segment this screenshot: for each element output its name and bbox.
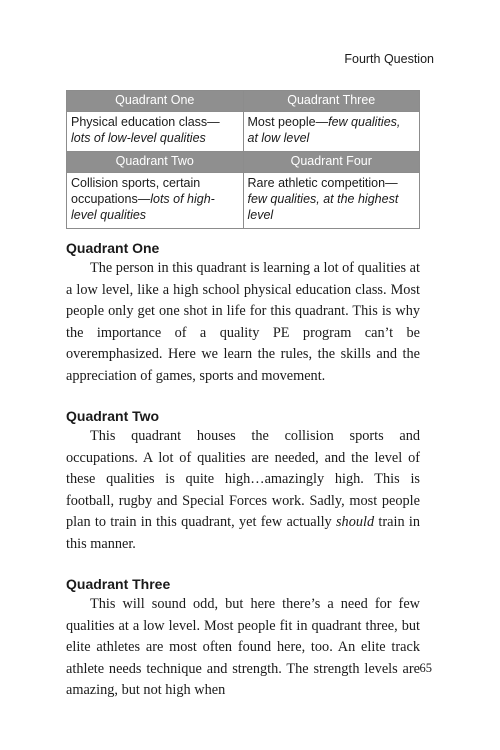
cell-italic-text: few qualities, at low level [247, 115, 401, 145]
cell-italic-text: few qualities, at the highest level [247, 192, 399, 222]
header-quadrant-two: Quadrant Two [67, 152, 244, 173]
paragraph-text: The person in this quadrant is learning a lot of qualities at a low level, like a high school physical education class. Most people only get one shot in life for this quadrant. This is why the importance of a quality PE program can’t be overemphasized. Here we learn the rules, the skills and the appreciation of games, sports and movement. [66, 260, 420, 384]
body-text [66, 238, 420, 702]
running-head: Fourth Question [344, 52, 434, 66]
cell-plain-text: Physical education class— [71, 115, 220, 129]
header-quadrant-four: Quadrant Four [243, 152, 420, 173]
cell-quadrant-four [243, 173, 420, 229]
section-heading: Quadrant Two [66, 408, 160, 424]
section-heading: Quadrant Three [66, 576, 171, 592]
paragraph-text-end: train in this manner. [66, 514, 421, 552]
cell-italic-text: lots of low-level qualities [71, 131, 206, 145]
header-quadrant-three: Quadrant Three [243, 91, 420, 112]
table-header-row [67, 91, 420, 112]
cell-italic-text: lots of high-level qualities [71, 192, 215, 222]
table-row [67, 112, 420, 152]
section-paragraph [66, 426, 420, 555]
table-row [67, 173, 420, 229]
cell-quadrant-two [67, 173, 244, 229]
section-heading: Quadrant One [66, 240, 160, 256]
cell-plain-text: Most people— [247, 115, 329, 129]
cell-plain-text: Collision sports, certain occupations— [71, 176, 201, 206]
section-paragraph [66, 258, 420, 387]
page-number: 65 [419, 661, 432, 675]
table-header-row [67, 152, 420, 173]
cell-quadrant-one [67, 112, 244, 152]
section-paragraph [66, 594, 420, 702]
paragraph-text: This quadrant houses the collision sports and occupations. A lot of qualities are needed, and the level of these qualities is quite high…amazingly high. This is football, rugby and Special Forces work. Sadly, most people plan to train in this quadrant, yet few actually [66, 428, 420, 530]
paragraph-italic: should [335, 514, 375, 530]
cell-quadrant-three [243, 112, 420, 152]
paragraph-text: This will sound odd, but here there’s a need for few qualities at a low level. Most people fit in quadrant three, but elite athletes are most often found here, too. An elite track athlete needs technique and strength. The strength levels are amazing, but not high when [66, 596, 420, 698]
cell-plain-text: Rare athletic competition— [247, 176, 398, 190]
header-quadrant-one: Quadrant One [67, 91, 244, 112]
quadrant-table [66, 90, 420, 229]
